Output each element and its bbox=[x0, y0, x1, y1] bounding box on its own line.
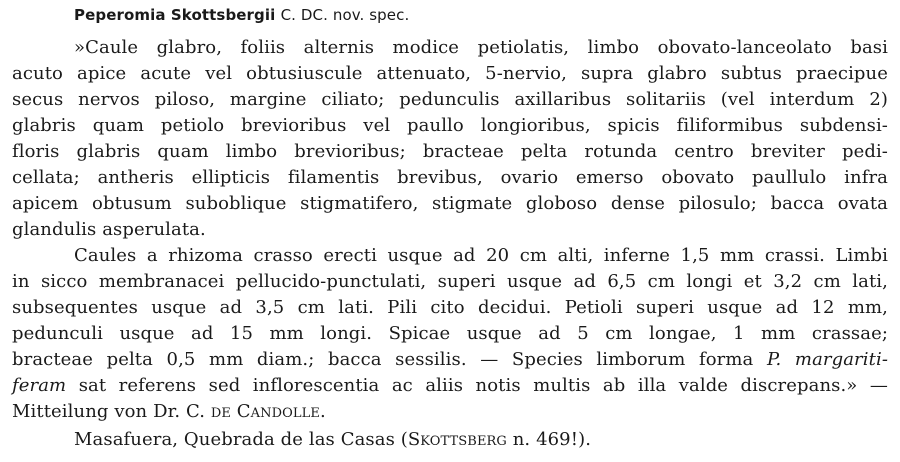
notes-line bbox=[12, 401, 326, 423]
notes-line-text: sat referens sed inflorescentia ac aliis notis multis ab illa valde discrepans.» — bbox=[66, 375, 888, 396]
description-line: »Caule glabro, foliis alternis modice petiolatis, limbo obovato-lanceolato basi bbox=[74, 37, 888, 58]
description-line: secus nervos piloso, margine ciliato; pedunculis axillaribus solitariis (vel interdum 2) bbox=[12, 89, 888, 110]
notes-line: in sicco membranacei pellucido-punctulati, superi usque ad 6,5 cm longi et 3,2 cm lati, bbox=[12, 271, 888, 292]
notes-line bbox=[12, 375, 888, 397]
locality-suffix: n. 469!). bbox=[506, 429, 592, 450]
notes-line-text: bracteae pelta 0,5 mm diam.; bacca sessilis. — Species limborum forma bbox=[12, 349, 754, 370]
collector-name: Skottsberg bbox=[407, 429, 507, 450]
locality-prefix: Masafuera, Quebrada de las Casas ( bbox=[74, 429, 408, 450]
credit-suffix: . bbox=[319, 401, 326, 422]
description-line: cellata; antheris ellipticis filamentis brevibus, ovario emerso obovato paullulo infra bbox=[12, 167, 888, 188]
description-line: glandulis asperulata. bbox=[12, 219, 206, 240]
notes-line: subsequentes usque ad 3,5 cm lati. Pili cito decidui. Petioli superi usque ad 12 mm, bbox=[12, 297, 888, 318]
genus-abbrev-italic: P. margariti- bbox=[766, 349, 888, 370]
species-name: Peperomia Skottsbergii bbox=[74, 6, 276, 24]
notes-line bbox=[12, 349, 888, 371]
description-line: glabris quam petiolo brevioribus vel paullo longioribus, spicis filiformibus subdensi- bbox=[12, 115, 888, 136]
species-heading bbox=[74, 5, 409, 25]
locality-line bbox=[74, 429, 591, 451]
notes-line: Caules a rhizoma crasso erecti usque ad 20 cm alti, inferne 1,5 mm crassi. Limbi bbox=[74, 245, 888, 266]
credit-name: de Candolle bbox=[210, 401, 320, 422]
description-line: floris glabris quam limbo brevioribus; bracteae pelta rotunda centro breviter pedi- bbox=[12, 141, 888, 162]
species-epithet-italic: feram bbox=[12, 375, 67, 396]
description-line: acuto apice acute vel obtusiuscule attenuato, 5-nervio, supra glabro subtus praecipue bbox=[12, 63, 888, 84]
notes-line: pedunculi usque ad 15 mm longi. Spicae usque ad 5 cm longae, 1 mm crassae; bbox=[12, 323, 888, 344]
species-author: C. DC. nov. spec. bbox=[280, 6, 410, 24]
credit-prefix: Mitteilung von Dr. C. bbox=[12, 401, 211, 422]
description-line: apicem obtusum suboblique stigmatifero, stigmate globoso dense pilosulo; bacca ovata bbox=[12, 193, 888, 214]
